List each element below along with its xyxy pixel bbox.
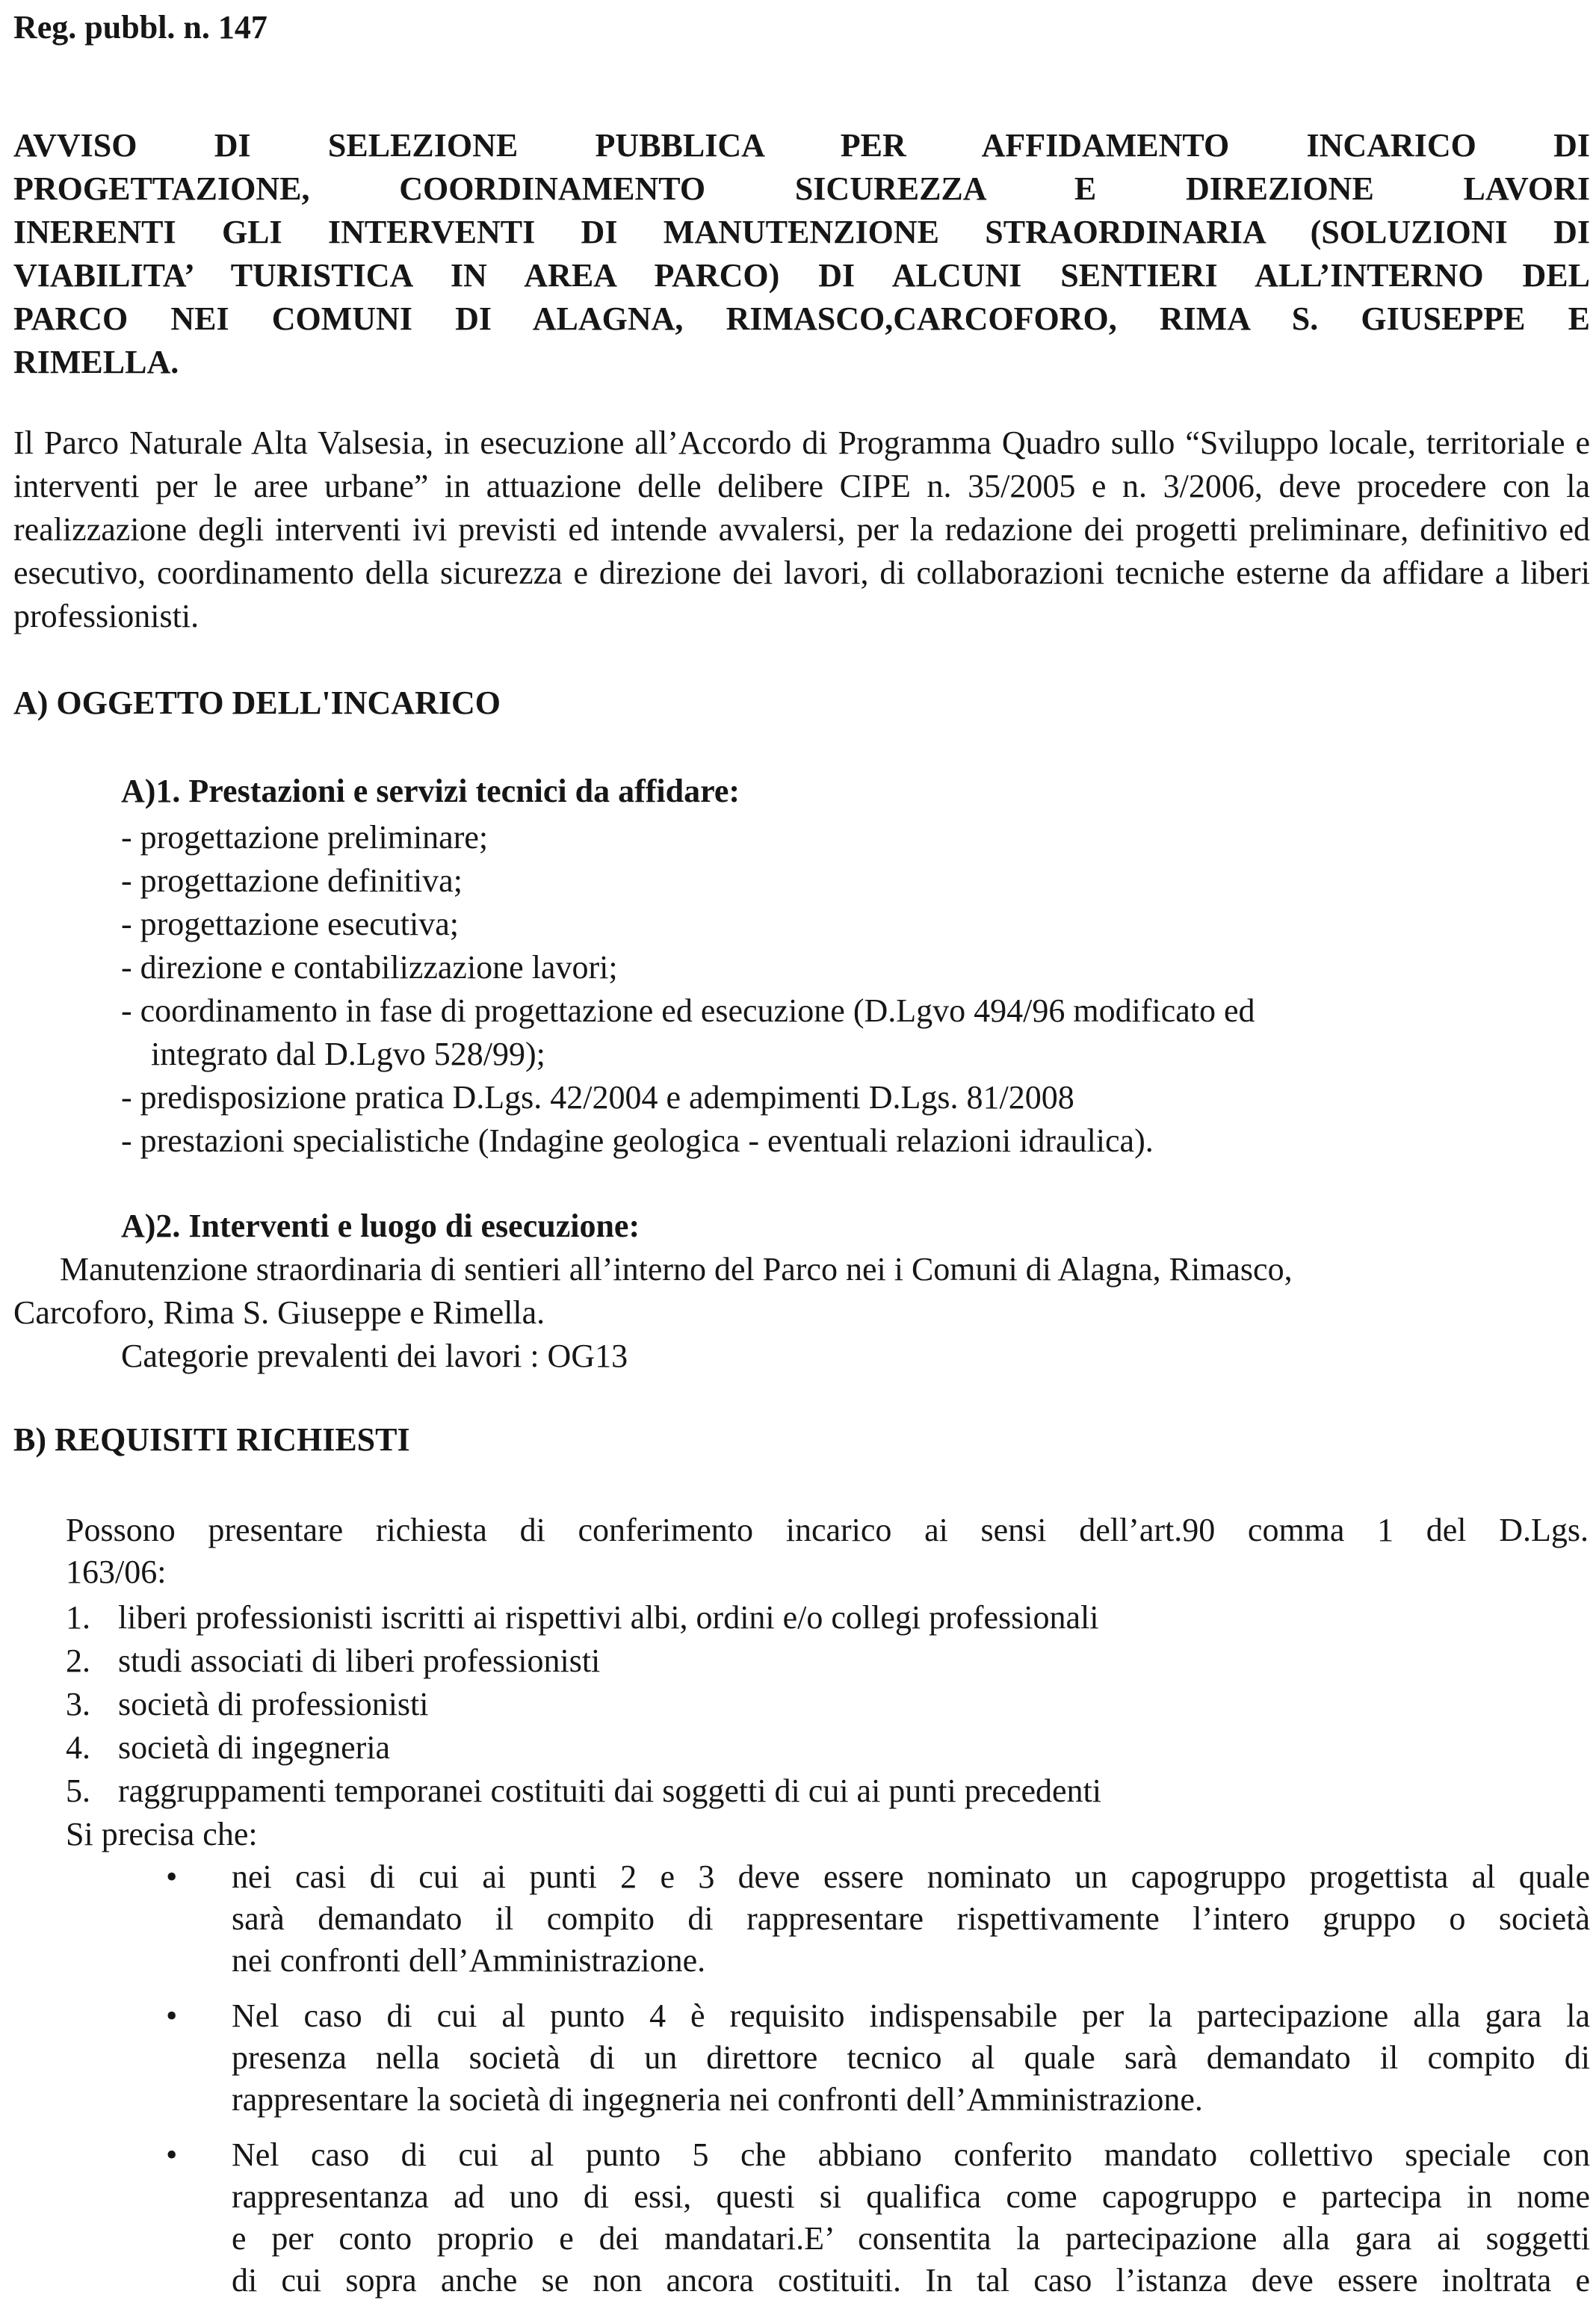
item-text: raggruppamenti temporanei costituiti dai soggetti di cui ai punti precedenti [118,1772,1101,1809]
text-line: 163/06: [66,1554,167,1590]
registration-number: Reg. pubbl. n. 147 [13,9,267,46]
list-item [66,1639,1101,1683]
list-item: - coordinamento in fase di progettazione ed esecuzione (D.Lgvo 494/96 modificato ed [121,992,1255,1029]
text-line: rappresentare la società di ingegneria nei confronti dell’Amministrazione. [232,2081,1203,2118]
item-number: 3. [66,1686,90,1722]
list-item: - progettazione esecutiva; [121,906,460,942]
text-line: di cui sopra anche se non ancora costituiti. In tal caso l’istanza deve essere inoltrata e [232,2262,1590,2299]
list-item: - progettazione preliminare; [121,819,489,856]
text-line: Carcoforo, Rima S. Giuseppe e Rimella. [13,1294,545,1331]
list-item: - progettazione definitiva; [121,862,463,899]
note-intro: Si precisa che: [66,1816,258,1852]
text-line: Manutenzione straordinaria di sentieri all’interno del Parco nei i Comuni di Alagna, Rimasco, [60,1251,1293,1288]
item-text: società di ingegneria [118,1729,391,1766]
item-number: 5. [66,1772,90,1809]
list-item [66,1770,1101,1813]
bullet-item [166,1995,1590,2121]
services-list [121,816,1255,1163]
list-item [66,1683,1101,1726]
title-line: VIABILITA’ TURISTICA IN AREA PARCO) DI ALCUNI SENTIERI ALL’INTERNO DEL [13,257,1590,294]
text-line: Categorie prevalenti dei lavori : OG13 [121,1338,628,1374]
list-item [66,1726,1101,1770]
section-a-heading: A) OGGETTO DELL'INCARICO [13,684,501,721]
text-line: rappresentanza ad uno di essi, questi si qualifica come capogruppo e partecipa in nome [232,2178,1590,2215]
document-title [13,124,1590,384]
item-number: 1. [66,1599,90,1636]
item-text: liberi professionisti iscritti ai rispettivi albi, ordini e/o collegi professionali [118,1599,1099,1636]
item-number: 4. [66,1729,90,1766]
section-b-heading: B) REQUISITI RICHIESTI [13,1421,410,1458]
bullet-item [166,2134,1590,2302]
subsection-a2-heading: A)2. Interventi e luogo di esecuzione: [121,1208,640,1244]
list-item: - prestazioni specialistiche (Indagine geologica - eventuali relazioni idraulica). [121,1122,1154,1159]
text-line: sarà demandato il compito di rappresentare rispettivamente l’intero gruppo o società [232,1900,1590,1937]
notes-bullet-list [166,1856,1590,2315]
section-b-intro [66,1509,1589,1593]
title-line: PARCO NEI COMUNI DI ALAGNA, RIMASCO,CARCOFORO, RIMA S. GIUSEPPE E [13,300,1590,337]
requirements-list [66,1596,1101,1813]
title-line: PROGETTAZIONE, COORDINAMENTO SICUREZZA E DIREZIONE LAVORI [13,170,1590,207]
list-item [66,1596,1101,1639]
bullet-item [166,1856,1590,1982]
text-line: presenza nella società di un direttore tecnico al quale sarà demandato il compito di [232,2039,1590,2076]
list-item: - predisposizione pratica D.Lgs. 42/2004 e adempimenti D.Lgs. 81/2008 [121,1079,1074,1116]
text-line: Nel caso di cui al punto 4 è requisito indispensabile per la partecipazione alla gara la [232,1997,1590,2034]
subsection-a2-text [13,1248,1553,1378]
text-line: e per conto proprio e dei mandatari.E’ consentita la partecipazione alla gara ai soggetti [232,2220,1590,2257]
text-line: Nel caso di cui al punto 5 che abbiano conferito mandato collettivo speciale con [232,2136,1590,2173]
item-text: studi associati di liberi professionisti [118,1642,601,1679]
item-text: società di professionisti [118,1686,429,1722]
item-number: 2. [66,1642,90,1679]
text-line: nei confronti dell’Amministrazione. [232,1942,706,1979]
bullet-icon: • [166,1858,178,1895]
title-line: INERENTI GLI INTERVENTI DI MANUTENZIONE STRAORDINARIA (SOLUZIONI DI [13,214,1590,250]
list-item: integrato dal D.Lgvo 528/99); [151,1036,545,1072]
list-item: - direzione e contabilizzazione lavori; [121,949,618,986]
bullet-icon: • [166,2136,178,2173]
title-line: AVVISO DI SELEZIONE PUBBLICA PER AFFIDAMENTO INCARICO DI [13,127,1590,164]
text-line: nei casi di cui ai punti 2 e 3 deve essere nominato un capogruppo progettista al quale [232,1858,1590,1895]
title-line: RIMELLA. [13,344,179,380]
subsection-a1-heading: A)1. Prestazioni e servizi tecnici da affidare: [121,773,740,809]
intro-paragraph: Il Parco Naturale Alta Valsesia, in esecuzione all’Accordo di Programma Quadro sullo “Sviluppo locale, territoriale e interventi per le aree urbane” in attuazione delle delibere CIPE n. 35/2005 e n. 3/2006, deve procedere con la realizzazione degli interventi ivi previsti ed intende avvalersi, per la redazione dei progetti preliminare, definitivo ed esecutivo, coordinamento della sicurezza e direzione dei lavori, di collaborazioni tecniche esterne da affidare a liberi professionisti. [13,424,1590,634]
text-line: Possono presentare richiesta di conferimento incarico ai sensi dell’art.90 comma 1 del D.Lgs. [66,1512,1589,1548]
bullet-icon: • [166,1997,178,2034]
